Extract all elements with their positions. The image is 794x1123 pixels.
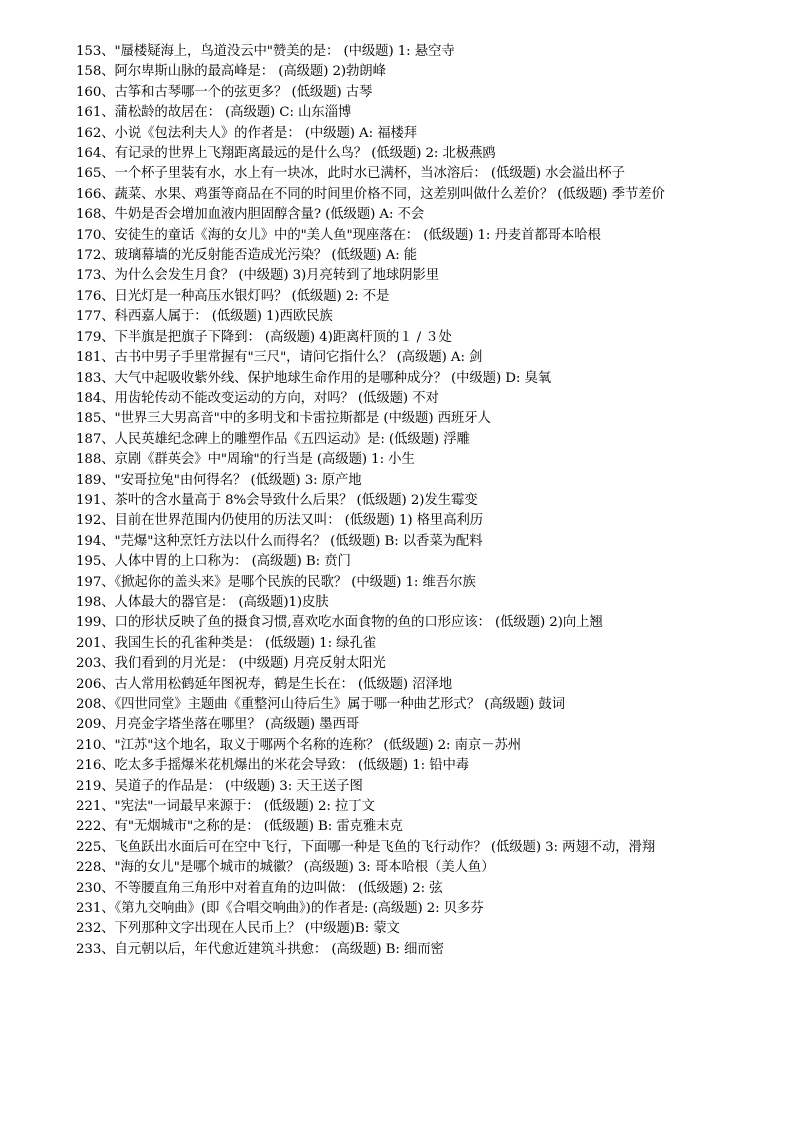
list-item: 177、科西嘉人属于： (低级题) 1)西欧民族: [76, 309, 333, 325]
list-item: 191、茶叶的含水量高于 8%会导致什么后果？ (低级题) 2)发生霉变: [76, 492, 478, 508]
list-item: 162、小说《包法利夫人》的作者是： (中级题) A: 福楼拜: [76, 125, 418, 141]
list-item: 231、《第九交响曲》(即《合唱交响曲》)的作者是: (高级题) 2: 贝多芬: [76, 901, 484, 917]
list-item: 158、阿尔卑斯山脉的最高峰是： (高级题) 2)勃朗峰: [76, 64, 386, 80]
list-item: 219、吴道子的作品是： (中级题) 3: 天王送子图: [76, 778, 363, 794]
list-item: 216、吃太多手摇爆米花机爆出的米花会导致： (低级题) 1: 铅中毒: [76, 758, 470, 774]
list-item: 187、人民英雄纪念碑上的雕塑作品《五四运动》是: (低级题) 浮雕: [76, 431, 470, 447]
list-item: 228、"海的女儿"是哪个城市的城徽？ (高级题) 3: 哥本哈根（美人鱼）: [76, 860, 495, 876]
list-item: 199、口的形状反映了鱼的摄食习惯,喜欢吃水面食物的鱼的口形应该： (低级题) 2)向上翘: [76, 615, 603, 631]
list-item: 181、古书中男子手里常握有"三尺"，请问它指什么？ (高级题) A: 剑: [76, 350, 483, 366]
list-item: 201、我国生长的孔雀种类是： (低级题) 1: 绿孔雀: [76, 635, 377, 651]
list-item: 185、"世界三大男高音"中的多明戈和卡雷拉斯都是 (中级题) 西班牙人: [76, 411, 491, 427]
list-item: 233、自元朝以后，年代愈近建筑斗拱愈： (高级题) B: 细而密: [76, 941, 444, 957]
question-list: [0, 42, 794, 960]
list-item: 203、我们看到的月光是： (中级题) 月亮反射太阳光: [76, 656, 386, 672]
list-item: 153、"蜃楼疑海上，鸟道没云中"赞美的是： (中级题) 1: 悬空寺: [76, 44, 455, 59]
list-item: 210、"江苏"这个地名，取义于哪两个名称的连称？ (低级题) 2: 南京－苏州: [76, 737, 522, 753]
list-item: 168、牛奶是否会增加血液内胆固醇含量? (低级题) A: 不会: [76, 207, 425, 223]
list-item: 222、有"无烟城市"之称的是： (低级题) B: 雷克雅末克: [76, 819, 403, 835]
list-item: 198、人体最大的器官是： (高级题)1)皮肤: [76, 594, 329, 610]
list-item: 230、不等腰直角三角形中对着直角的边叫做： (低级题) 2: 弦: [76, 880, 443, 896]
list-item: 173、为什么会发生月食？ (中级题) 3)月亮转到了地球阴影里: [76, 268, 440, 284]
list-item: 189、"安哥拉兔"由何得名？ (低级题) 3: 原产地: [76, 472, 362, 488]
list-item: 166、蔬菜、水果、鸡蛋等商品在不同的时间里价格不同，这差别叫做什么差价？ (低级题) 季节差价: [76, 186, 665, 202]
list-item: 161、蒲松龄的故居在： (高级题) C: 山东淄博: [76, 105, 352, 121]
list-item: 176、日光灯是一种高压水银灯吗？ (低级题) 2: 不是: [76, 288, 390, 304]
list-item: 160、古筝和古琴哪一个的弦更多？ (低级题) 古琴: [76, 84, 373, 100]
list-item: 179、下半旗是把旗子下降到： (高级题) 4)距离杆顶的１ / ３处: [76, 329, 452, 345]
list-item: 206、古人常用松鹤延年图祝寿，鹤是生长在： (低级题) 沼泽地: [76, 676, 453, 692]
list-item: 188、京剧《群英会》中"周瑜"的行当是 (高级题) 1: 小生: [76, 452, 415, 468]
list-item: 192、目前在世界范围内仍使用的历法又叫： (低级题) 1) 格里高利历: [76, 513, 484, 529]
list-item: 195、人体中胃的上口称为： (高级题) B: 贲门: [76, 554, 351, 570]
list-item: 183、大气中起吸收紫外线、保护地球生命作用的是哪种成分？ (中级题) D: 臭氧: [76, 370, 552, 386]
list-item: 164、有记录的世界上飞翔距离最远的是什么鸟？ (低级题) 2: 北极燕鸥: [76, 146, 496, 162]
list-item: 232、下列那种文字出现在人民币上？ (中级题)B: 蒙文: [76, 921, 400, 937]
list-item: 172、玻璃幕墙的光反射能否造成光污染？ (低级题) A: 能: [76, 248, 418, 264]
list-item: 225、飞鱼跃出水面后可在空中飞行，下面哪一种是飞鱼的飞行动作？ (低级题) 3: 两翅不动，滑翔: [76, 839, 656, 855]
list-item: 170、安徒生的童话《海的女儿》中的"美人鱼"现座落在： (低级题) 1: 丹麦首都哥本哈根: [76, 227, 601, 243]
list-item: 208、《四世同堂》主题曲《重整河山待后生》属于哪一种曲艺形式？ (高级题) 鼓词: [76, 697, 565, 712]
list-item: 194、"芫爆"这种烹饪方法以什么而得名？ (低级题) B: 以香菜为配料: [76, 533, 483, 549]
list-item: 197、《掀起你的盖头来》是哪个民族的民歌？ (中级题) 1: 维吾尔族: [76, 574, 476, 590]
list-item: 209、月亮金字塔坐落在哪里？ (高级题) 墨西哥: [76, 717, 360, 733]
list-item: 184、用齿轮传动不能改变运动的方向，对吗？ (低级题) 不对: [76, 390, 439, 406]
list-item: 165、一个杯子里装有水，水上有一块冰，此时水已满杯，当冰溶后： (低级题) 水会溢出杯子: [76, 166, 625, 182]
list-item: 221、"宪法"一词最早来源于： (低级题) 2: 拉丁文: [76, 799, 375, 815]
